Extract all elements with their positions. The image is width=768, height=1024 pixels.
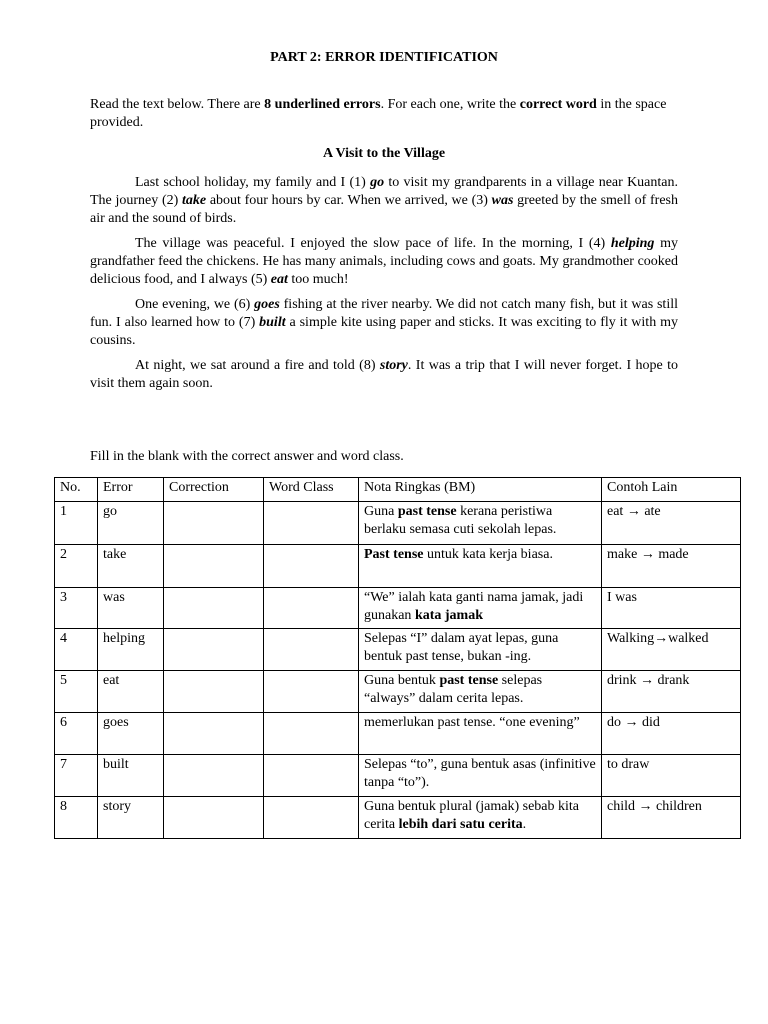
cell-error: built: [98, 755, 164, 797]
cell-word-class-blank[interactable]: [264, 755, 359, 797]
page-title: PART 2: ERROR IDENTIFICATION: [270, 50, 498, 65]
instr-text-1: Read the text below. There are: [90, 97, 265, 112]
table-row: [55, 755, 741, 797]
cell-note: Guna bentuk plural (jamak) sebab kita cerita lebih dari satu cerita.: [359, 797, 602, 839]
error-8: story: [379, 358, 408, 373]
story-paragraph-2: The village was peaceful. I enjoyed the slow pace of life. In the morning, I (4) helping my grandfather feed the chickens. He has many animals, including cows and goats. My grandmother cooked delicious food, and I always (5) eat too much!: [90, 236, 678, 287]
error-5: eat: [270, 272, 288, 287]
table-header-row: [55, 478, 741, 502]
cell-note: Guna past tense kerana peristiwa berlaku semasa cuti sekolah lepas.: [359, 502, 602, 545]
cell-word-class-blank[interactable]: [264, 588, 359, 629]
error-6: goes: [254, 297, 280, 312]
cell-example: Walking→walked: [602, 629, 741, 671]
table-row: [55, 671, 741, 713]
cell-correction-blank[interactable]: [164, 755, 264, 797]
header-error: Error: [98, 478, 164, 502]
table-row: [55, 502, 741, 545]
error-1: go: [370, 175, 385, 190]
answer-table: [54, 477, 741, 839]
cell-note: Guna bentuk past tense selepas “always” dalam cerita lepas.: [359, 671, 602, 713]
cell-example: child → children: [602, 797, 741, 839]
cell-example: eat → ate: [602, 502, 741, 545]
cell-word-class-blank[interactable]: [264, 545, 359, 588]
instr-text-2: . For each one, write the: [380, 97, 520, 112]
story-paragraph-1: Last school holiday, my family and I (1) go to visit my grandparents in a village near Kuantan. The journey (2) take about four hours by car. When we arrived, we (3) was greeted by the smell of fresh air and the sound of birds.: [90, 175, 679, 226]
cell-no: 7: [55, 755, 98, 797]
table-row: [55, 545, 741, 588]
instructions: [90, 96, 678, 132]
cell-example: do → did: [602, 713, 741, 755]
fill-instruction: Fill in the blank with the correct answer and word class.: [90, 449, 404, 464]
cell-example: I was: [602, 588, 741, 629]
header-word-class: Word Class: [264, 478, 359, 502]
error-7: built: [259, 315, 286, 330]
cell-error: go: [98, 502, 164, 545]
error-3: was: [491, 193, 514, 208]
header-contoh-lain: Contoh Lain: [602, 478, 741, 502]
header-nota-ringkas: Nota Ringkas (BM): [359, 478, 602, 502]
header-correction: Correction: [164, 478, 264, 502]
story-paragraph-3: One evening, we (6) goes fishing at the river nearby. We did not catch many fish, but it was still fun. I also learned how to (7) built a simple kite using paper and sticks. It was exciting to fly it with my cousins.: [90, 297, 678, 348]
story-title: A Visit to the Village: [322, 146, 446, 161]
cell-no: 4: [55, 629, 98, 671]
cell-error: was: [98, 588, 164, 629]
instr-bold-2: correct word: [519, 97, 597, 112]
cell-correction-blank[interactable]: [164, 713, 264, 755]
cell-error: helping: [98, 629, 164, 671]
cell-word-class-blank[interactable]: [264, 502, 359, 545]
cell-note: Selepas “I” dalam ayat lepas, guna bentuk past tense, bukan -ing.: [359, 629, 602, 671]
instr-text-3: in the space provided.: [90, 97, 667, 130]
cell-note: memerlukan past tense. “one evening”: [359, 713, 602, 755]
error-4: helping: [610, 236, 655, 251]
header-no: No.: [55, 478, 98, 502]
cell-no: 8: [55, 797, 98, 839]
table-row: [55, 588, 741, 629]
cell-correction-blank[interactable]: [164, 502, 264, 545]
cell-example: drink → drank: [602, 671, 741, 713]
cell-note: Past tense untuk kata kerja biasa.: [359, 545, 602, 588]
cell-word-class-blank[interactable]: [264, 671, 359, 713]
cell-no: 3: [55, 588, 98, 629]
table-row: [55, 797, 741, 839]
cell-correction-blank[interactable]: [164, 797, 264, 839]
table-row: [55, 629, 741, 671]
cell-error: story: [98, 797, 164, 839]
cell-no: 1: [55, 502, 98, 545]
cell-correction-blank[interactable]: [164, 588, 264, 629]
cell-correction-blank[interactable]: [164, 629, 264, 671]
cell-note: Selepas “to”, guna bentuk asas (infinitive tanpa “to”).: [359, 755, 602, 797]
cell-note: “We” ialah kata ganti nama jamak, jadi gunakan kata jamak: [359, 588, 602, 629]
story-paragraph-4: At night, we sat around a fire and told (8) story. It was a trip that I will never forget. I hope to visit them again soon.: [90, 358, 678, 391]
cell-error: take: [98, 545, 164, 588]
error-2: take: [182, 193, 207, 208]
table-row: [55, 713, 741, 755]
cell-error: goes: [98, 713, 164, 755]
cell-example: to draw: [602, 755, 741, 797]
cell-word-class-blank[interactable]: [264, 713, 359, 755]
cell-example: make → made: [602, 545, 741, 588]
cell-no: 5: [55, 671, 98, 713]
instr-bold-1: 8 underlined errors: [264, 97, 381, 112]
cell-no: 6: [55, 713, 98, 755]
cell-word-class-blank[interactable]: [264, 629, 359, 671]
cell-correction-blank[interactable]: [164, 671, 264, 713]
cell-word-class-blank[interactable]: [264, 797, 359, 839]
cell-error: eat: [98, 671, 164, 713]
story-text: [90, 174, 678, 400]
cell-correction-blank[interactable]: [164, 545, 264, 588]
cell-no: 2: [55, 545, 98, 588]
